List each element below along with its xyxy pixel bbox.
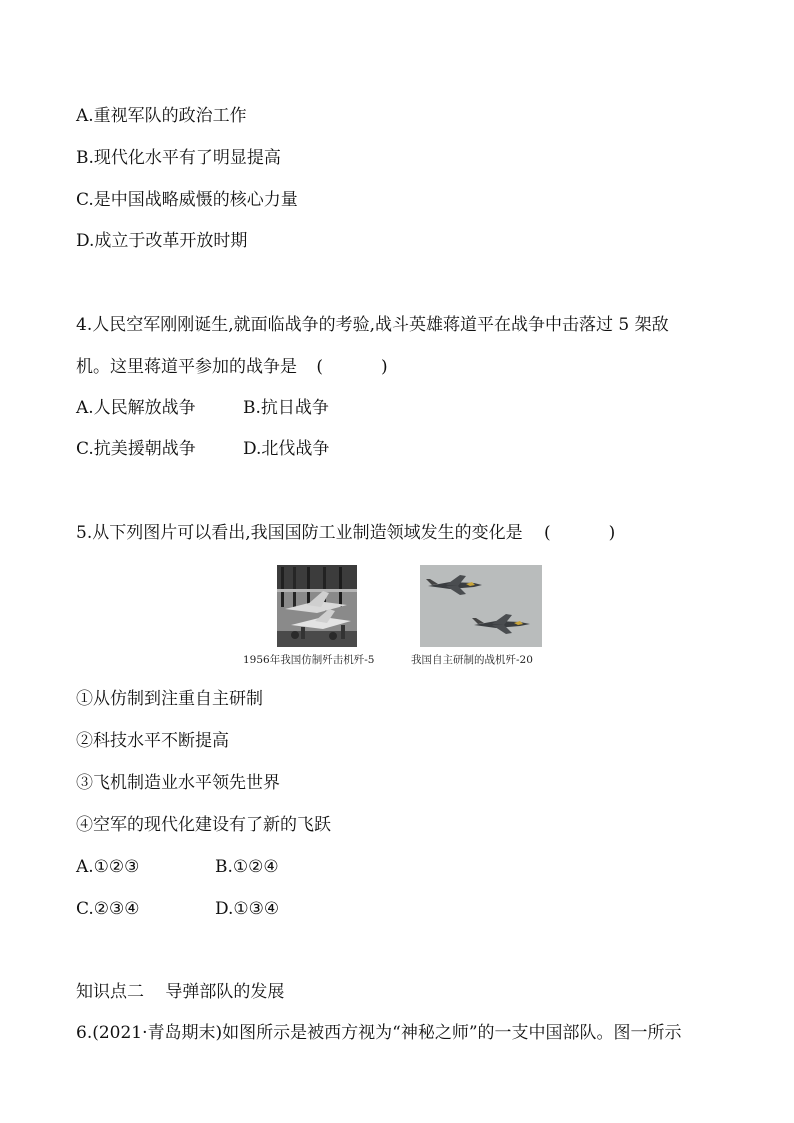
q5-statement-1: ①从仿制到注重自主研制 <box>76 689 263 709</box>
photo-j5-factory-image <box>277 565 357 647</box>
photo-j5-factory <box>277 565 357 647</box>
photo-j20-fighters-image <box>420 565 542 647</box>
q3-option-c: C.是中国战略威慑的核心力量 <box>76 190 298 210</box>
q4-stem-line2 <box>76 356 388 378</box>
q5-answer-paren-close: ) <box>608 523 616 543</box>
section-title: 导弹部队的发展 <box>165 982 285 1002</box>
q4-option-c: C.抗美援朝战争 <box>76 439 196 459</box>
q3-option-a: A.重视军队的政治工作 <box>76 106 247 126</box>
q5-statement-2: ②科技水平不断提高 <box>76 731 229 751</box>
q5-option-c: C.②③④ <box>76 899 140 919</box>
q4-stem-line1: 4.人民空军刚刚诞生,就面临战争的考验,战斗英雄蒋道平在战争中击落过 5 架敌 <box>76 315 669 335</box>
caption-j5: 1956年我国仿制歼击机歼-5 <box>243 654 375 666</box>
q6-stem: 6.(2021·青岛期末)如图所示是被西方视为“神秘之师”的一支中国部队。图一所示 <box>76 1023 682 1043</box>
q5-statement-4: ④空军的现代化建设有了新的飞跃 <box>76 815 331 835</box>
q5-option-b: B.①②④ <box>215 857 279 877</box>
q3-option-b: B.现代化水平有了明显提高 <box>76 148 281 168</box>
caption-j20: 我国自主研制的战机歼-20 <box>411 654 533 666</box>
q4-option-d: D.北伐战争 <box>243 439 330 459</box>
photo-j20-fighters <box>420 565 542 647</box>
q5-option-d: D.①③④ <box>215 899 280 919</box>
q5-answer-paren-open: ( <box>544 523 551 543</box>
section-heading <box>76 981 284 1003</box>
q4-stem-text: 机。这里蒋道平参加的战争是 <box>76 357 297 377</box>
section-label: 知识点二 <box>76 982 144 1002</box>
q5-stem-text: 5.从下列图片可以看出,我国国防工业制造领域发生的变化是 <box>76 523 523 543</box>
q4-option-a: A.人民解放战争 <box>76 398 196 418</box>
q3-option-d: D.成立于改革开放时期 <box>76 231 248 251</box>
q4-answer-paren-open: ( <box>316 357 324 377</box>
q4-option-b: B.抗日战争 <box>243 398 329 418</box>
q5-stem <box>76 522 615 544</box>
q5-statement-3: ③飞机制造业水平领先世界 <box>76 773 280 793</box>
q4-answer-paren-close: ) <box>381 357 388 377</box>
q5-option-a: A.①②③ <box>76 857 140 877</box>
